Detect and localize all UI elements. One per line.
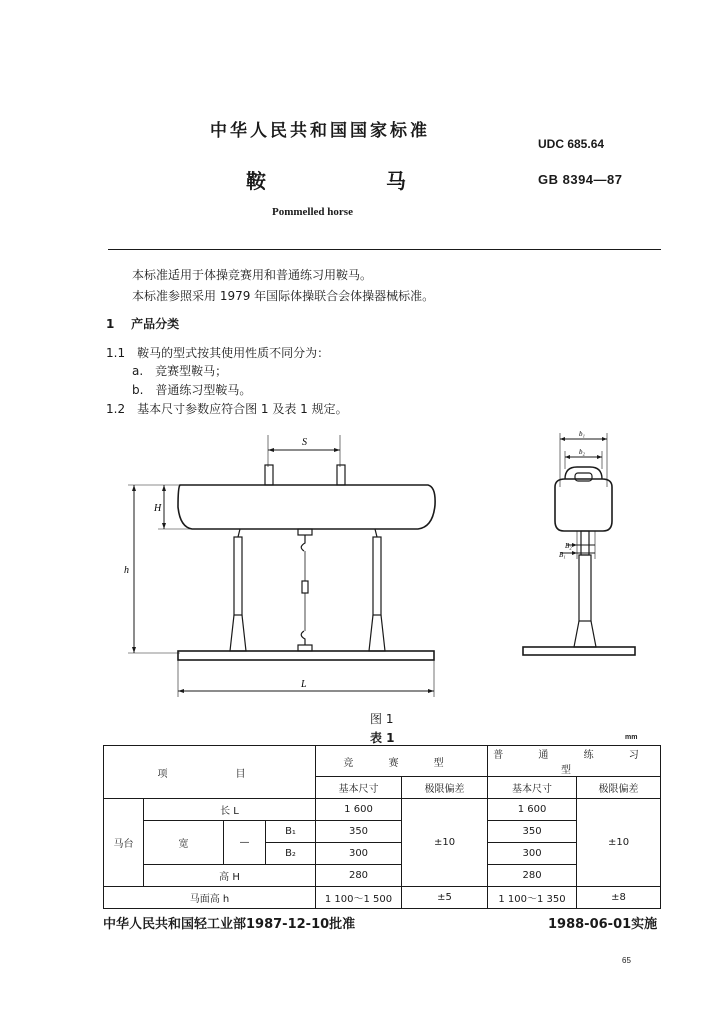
comp-b2-value: 300: [316, 843, 402, 865]
row-b1-label: B₁: [266, 821, 316, 843]
title-char-1: 鞍: [246, 169, 266, 193]
prac-saddle-value: 1 100～1 350: [488, 887, 577, 909]
header-rule: [108, 249, 661, 250]
dim-label-s: S: [302, 437, 307, 448]
table-row: [104, 746, 661, 777]
intro-line-1: 本标准适用于体操竞赛用和普通练习用鞍马。: [132, 268, 373, 282]
table-head-practice: 普 通 练 习 型: [488, 746, 661, 777]
approval-line: 中华人民共和国轻工业部1987-12-10批准: [103, 917, 356, 932]
clause-item-a: a. 竞赛型鞍马；: [132, 364, 228, 378]
row-b2-label: B₂: [266, 843, 316, 865]
intro-line-2: 本标准参照采用 1979 年国际体操联合会体操器械标准。: [132, 289, 435, 303]
footer-rule: [108, 908, 661, 909]
implementation-date: 1988-06-01实施: [548, 917, 658, 932]
title-char-2: 马: [386, 169, 406, 193]
comp-height-value: 280: [316, 865, 402, 887]
comp-saddle-tolerance: ±5: [402, 887, 488, 909]
row-height-label: 高 H: [144, 865, 316, 887]
figure-end-view: [515, 425, 645, 665]
row-saddle-label: 马面高 h: [104, 887, 316, 909]
udc-number: UDC 685.64: [538, 137, 605, 151]
section-heading: [106, 315, 179, 332]
section-number: 1: [106, 317, 115, 331]
clause-1-2: 1.2 基本尺寸参数应符合图 1 及表 1 规定。: [106, 402, 348, 416]
dim-label-b2: b₂: [579, 448, 585, 456]
dim-label-h-saddle: h: [124, 565, 129, 576]
dim-label-b1: b₁: [579, 430, 585, 438]
gb-number: GB 8394—87: [538, 172, 623, 187]
prac-length-value: 1 600: [488, 799, 577, 821]
comp-saddle-value: 1 100～1 500: [316, 887, 402, 909]
table-row: [104, 887, 661, 909]
dim-label-B2: B₂: [565, 542, 572, 550]
row-width-dash: —: [224, 821, 266, 865]
table-head-comp-tol: 极限偏差: [402, 777, 488, 799]
table-unit: mm: [625, 734, 638, 741]
table-group-label: 马台: [104, 799, 144, 887]
table-head-competition: 竞 赛 型: [316, 746, 488, 777]
row-width-label: 宽: [144, 821, 224, 865]
table-head-prac-tol: 极限偏差: [577, 777, 661, 799]
table-head-prac-basic: 基本尺寸: [488, 777, 577, 799]
comp-length-value: 1 600: [316, 799, 402, 821]
prac-b1-value: 350: [488, 821, 577, 843]
prac-saddle-tolerance: ±8: [577, 887, 661, 909]
row-length-label: 长 L: [144, 799, 316, 821]
page-number: 65: [622, 956, 631, 965]
dim-label-l: L: [301, 679, 307, 690]
standard-title: 中华人民共和国国家标准: [210, 121, 430, 141]
figure-side-view: [100, 425, 460, 705]
table-head-item: 项 目: [104, 746, 316, 799]
clause-item-b: b. 普通练习型鞍马。: [132, 383, 252, 397]
dim-label-B1: B₁: [559, 551, 566, 559]
english-title: Pommelled horse: [272, 206, 353, 218]
table-caption: 表 1: [370, 731, 395, 745]
comp-tolerance-value: ±10: [402, 799, 488, 887]
comp-b1-value: 350: [316, 821, 402, 843]
prac-tolerance-value: ±10: [577, 799, 661, 887]
table-head-comp-basic: 基本尺寸: [316, 777, 402, 799]
dimension-table: [103, 745, 661, 909]
table-row: [104, 799, 661, 821]
clause-1-1: 1.1 鞍马的型式按其使用性质不同分为：: [106, 346, 330, 360]
document-title: [246, 165, 406, 194]
dim-label-h-body: H: [154, 503, 162, 514]
prac-b2-value: 300: [488, 843, 577, 865]
section-title: 产品分类: [131, 317, 180, 331]
figure-caption: 图 1: [370, 712, 394, 726]
prac-height-value: 280: [488, 865, 577, 887]
